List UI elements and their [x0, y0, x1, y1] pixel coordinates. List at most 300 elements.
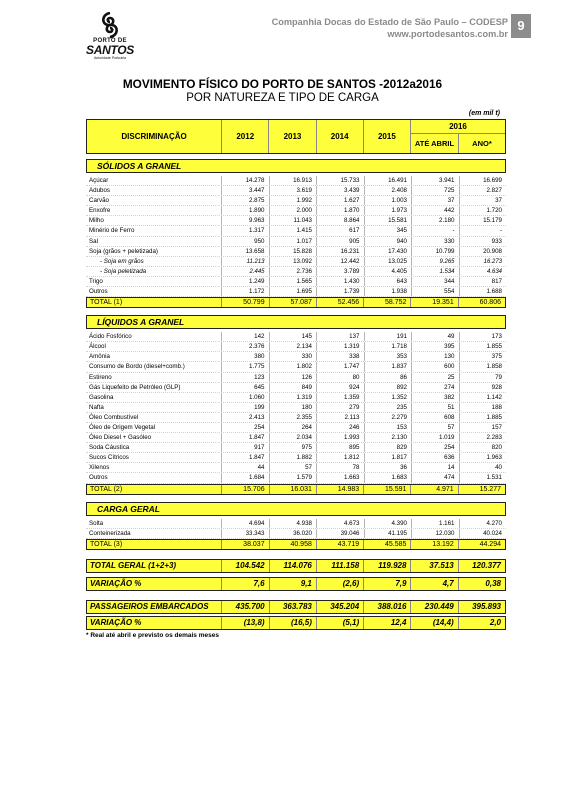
row-label: Sucos Cítricos [89, 454, 129, 462]
row-value: 246 [316, 423, 364, 432]
col-year: 2013 [268, 120, 315, 153]
row-label: Adubos [89, 187, 110, 195]
table-header [86, 119, 506, 154]
row-value: 2.000 [269, 206, 317, 215]
row-value: 2.130 [364, 433, 412, 442]
row-value: 15.733 [316, 176, 364, 185]
table-row [86, 206, 506, 216]
row-value: 2.180 [411, 216, 459, 225]
col-year: 2015 [363, 120, 410, 153]
row-value: 79 [459, 373, 507, 382]
row-label: Gasolina [89, 393, 114, 401]
row-value: 173 [459, 332, 507, 341]
row-value: 15.277 [458, 485, 505, 494]
cargo-table [86, 119, 506, 639]
total-geral-row [86, 559, 506, 573]
row-value: 1.858 [459, 362, 507, 371]
section-title: LÍQUIDOS A GRANEL [86, 315, 506, 329]
row-value: 264 [269, 423, 317, 432]
variacao-row [86, 577, 506, 591]
row-value: 13.092 [269, 257, 317, 266]
row-value: 353 [364, 352, 412, 361]
row-value: 2.283 [459, 433, 507, 442]
row-value: 123 [221, 373, 269, 382]
row-value: 40 [459, 463, 507, 472]
row-value: 1.352 [364, 393, 412, 402]
row-label: Soda Cáustica [89, 444, 130, 452]
row-value: 1.890 [221, 206, 269, 215]
col-ano: ANO* [458, 134, 505, 153]
page-number: 9 [511, 14, 531, 38]
row-value: 52.456 [316, 298, 363, 307]
row-value: 78 [316, 463, 364, 472]
section-total-row [86, 484, 506, 495]
section-rows [86, 332, 506, 483]
row-value: 279 [316, 403, 364, 412]
row-label: Estireno [89, 373, 112, 381]
row-value: 1.775 [221, 362, 269, 371]
row-value: 2.279 [364, 413, 412, 422]
row-value: 1.142 [459, 393, 507, 402]
row-value: 20.908 [459, 247, 507, 256]
row-value: 1.060 [221, 393, 269, 402]
row-label: PASSAGEIROS EMBARCADOS [90, 601, 209, 611]
row-value: 180 [269, 403, 317, 412]
table-row [86, 529, 506, 539]
table-row [86, 267, 506, 277]
row-value: 1.688 [459, 287, 507, 296]
table-row [86, 443, 506, 453]
row-label: Óleo Combustível [89, 413, 139, 421]
row-value: 57 [411, 423, 459, 432]
row-value: 643 [364, 277, 412, 286]
row-value: 157 [459, 423, 507, 432]
row-value: 2.408 [364, 186, 412, 195]
row-value: 16.491 [364, 176, 412, 185]
row-value: 43.719 [316, 540, 363, 549]
row-value: - [411, 226, 459, 235]
row-label: Sal [89, 237, 98, 245]
row-value: 4,7 [410, 578, 457, 590]
table-row [86, 463, 506, 473]
row-value: 905 [316, 237, 364, 246]
section-title: SÓLIDOS A GRANEL [86, 159, 506, 173]
row-value: 50.799 [221, 298, 268, 307]
table-row [86, 332, 506, 342]
row-label: Álcool [89, 343, 106, 351]
row-value: (16,5) [269, 617, 316, 629]
row-value: 188 [459, 403, 507, 412]
row-value: 820 [459, 443, 507, 452]
row-value: 1.579 [269, 473, 317, 482]
row-label: Gás Liquefeito de Petróleo (GLP) [89, 383, 181, 391]
row-value: 1.003 [364, 196, 412, 205]
row-value: 37 [459, 196, 507, 205]
row-value: 15.591 [363, 485, 410, 494]
col-discriminacao: DISCRIMINAÇÃO [121, 132, 187, 141]
logo-line1: PORTO DE [93, 38, 127, 44]
row-value: 40.958 [269, 540, 316, 549]
table-row [86, 403, 506, 413]
row-value: 1.817 [364, 453, 412, 462]
row-value: 380 [221, 352, 269, 361]
table-row [86, 423, 506, 433]
variacao-passageiros-row [86, 616, 506, 630]
row-value: 14.983 [316, 485, 363, 494]
row-value: 12.030 [411, 529, 459, 538]
row-value: 41.195 [364, 529, 412, 538]
col-year: 2012 [221, 120, 268, 153]
row-value: 1.963 [459, 453, 507, 462]
row-value: 829 [364, 443, 412, 452]
row-value: 137 [316, 332, 364, 341]
section-total-row [86, 539, 506, 550]
row-value: 940 [364, 237, 412, 246]
row-value: 142 [221, 332, 269, 341]
table-row [86, 257, 506, 267]
table-row [86, 362, 506, 372]
row-value: 1.812 [316, 453, 364, 462]
row-value: 16.273 [459, 257, 507, 266]
row-value: 12,4 [363, 617, 410, 629]
row-value: 2.113 [316, 413, 364, 422]
row-value: 230.449 [410, 601, 457, 613]
row-value: 16.699 [459, 176, 507, 185]
row-value: 2.376 [221, 342, 269, 351]
company-name: Companhia Docas do Estado de São Paulo – CODESP [271, 17, 508, 27]
row-value: 1.161 [411, 519, 459, 528]
row-value: 895 [316, 443, 364, 452]
row-value: 1.847 [221, 453, 269, 462]
row-value: 1.739 [316, 287, 364, 296]
row-value: 13.192 [410, 540, 457, 549]
row-value: (14,4) [410, 617, 457, 629]
row-value: 58.752 [363, 298, 410, 307]
row-value: 0,38 [458, 578, 505, 590]
row-value: 4.694 [221, 519, 269, 528]
section-total-row [86, 297, 506, 308]
row-label: Outros [89, 474, 108, 482]
row-value: 13.025 [364, 257, 412, 266]
row-value: 37.513 [410, 560, 457, 572]
row-label: TOTAL (2) [90, 485, 123, 493]
logo-line3: Autoridade Portuária [93, 56, 127, 60]
website: www.portodesantos.com.br [387, 29, 508, 39]
row-value: 1.747 [316, 362, 364, 371]
row-value: 645 [221, 383, 269, 392]
row-value: 1.973 [364, 206, 412, 215]
row-value: 1.627 [316, 196, 364, 205]
row-label: Carvão [89, 197, 109, 205]
row-value: 15.706 [221, 485, 268, 494]
table-row [86, 352, 506, 362]
row-label: Açúcar [89, 177, 109, 184]
row-value: 849 [269, 383, 317, 392]
table-row [86, 342, 506, 352]
row-value: 4.390 [364, 519, 412, 528]
row-label: Soja (grãos + peletizada) [89, 247, 158, 255]
col-2016-group [410, 120, 505, 153]
row-value: 1.531 [459, 473, 507, 482]
row-label: Nafta [89, 403, 104, 411]
row-value: 395 [411, 342, 459, 351]
row-value: 395.893 [458, 601, 505, 613]
row-value: 928 [459, 383, 507, 392]
row-value: 4.673 [316, 519, 364, 528]
row-value: 4.405 [364, 267, 412, 276]
porto-de-santos-logo [82, 12, 138, 58]
row-value: 1.885 [459, 413, 507, 422]
row-value: 44 [221, 463, 269, 472]
row-value: 1.683 [364, 473, 412, 482]
row-value: 114.076 [269, 560, 316, 572]
row-value: 2.445 [221, 267, 269, 276]
row-value: 1.993 [316, 433, 364, 442]
row-value: 254 [221, 423, 269, 432]
row-value: 2.413 [221, 413, 269, 422]
row-value: 1.882 [269, 453, 317, 462]
row-value: 40.024 [459, 529, 507, 538]
row-value: 2.875 [221, 196, 269, 205]
row-value: 14.278 [221, 176, 269, 185]
row-value: 254 [411, 443, 459, 452]
unit-note: (em mil t) [468, 110, 500, 117]
row-value: 36.020 [269, 529, 317, 538]
table-row [86, 413, 506, 423]
table-row [86, 237, 506, 247]
row-value: 725 [411, 186, 459, 195]
row-label: VARIAÇÃO % [90, 578, 142, 588]
row-label: - Soja peletizada [100, 267, 147, 275]
table-row [86, 473, 506, 483]
row-value: 1.855 [459, 342, 507, 351]
row-value: 1.534 [411, 267, 459, 276]
row-value: 80 [316, 373, 364, 382]
row-value: 9.963 [221, 216, 269, 225]
row-value: 2.736 [269, 267, 317, 276]
col-year: 2014 [316, 120, 363, 153]
row-value: 119.928 [363, 560, 410, 572]
row-value: 1.802 [269, 362, 317, 371]
page-subtitle: POR NATUREZA E TIPO DE CARGA [186, 92, 379, 104]
row-value: 1.019 [411, 433, 459, 442]
row-label: Enxofre [89, 207, 111, 215]
row-value: 9,1 [269, 578, 316, 590]
table-row [86, 226, 506, 236]
col-ate-abril: ATÉ ABRIL [414, 139, 455, 148]
row-value: 14 [411, 463, 459, 472]
row-value: 1.684 [221, 473, 269, 482]
row-value: 345 [364, 226, 412, 235]
page-title: MOVIMENTO FÍSICO DO PORTO DE SANTOS -2012a2016 [122, 77, 443, 91]
table-row [86, 247, 506, 257]
row-value: 16.031 [269, 485, 316, 494]
row-value: 8.864 [316, 216, 364, 225]
row-value: 608 [411, 413, 459, 422]
row-value: 1.663 [316, 473, 364, 482]
row-value: 235 [364, 403, 412, 412]
row-value: 7,6 [221, 578, 268, 590]
row-value: 933 [459, 237, 507, 246]
row-value: 25 [411, 373, 459, 382]
row-value: 950 [221, 237, 269, 246]
row-value: 104.542 [221, 560, 268, 572]
row-value: 892 [364, 383, 412, 392]
row-value: 2.134 [269, 342, 317, 351]
row-label: TOTAL GERAL (1+2+3) [90, 560, 177, 570]
row-value: 363.783 [269, 601, 316, 613]
row-value: 917 [221, 443, 269, 452]
row-value: 120.377 [458, 560, 505, 572]
section-rows [86, 519, 506, 539]
row-value: 388.016 [363, 601, 410, 613]
row-label: Consumo de Bordo (diesel+comb.) [89, 363, 185, 371]
table-row [86, 277, 506, 287]
row-value: 1.249 [221, 277, 269, 286]
row-value: 57 [269, 463, 317, 472]
row-value: 33.343 [221, 529, 269, 538]
passageiros-row [86, 600, 506, 614]
row-value: 11.213 [221, 257, 269, 266]
row-value: 37 [411, 196, 459, 205]
table-row [86, 186, 506, 196]
row-value: 1.992 [269, 196, 317, 205]
row-value: 344 [411, 277, 459, 286]
row-value: 4.634 [459, 267, 507, 276]
row-label: Óleo de Origem Vegetal [89, 423, 156, 431]
row-value: 7,9 [363, 578, 410, 590]
row-value: 1.319 [316, 342, 364, 351]
table-row [86, 433, 506, 443]
row-value: 1.017 [269, 237, 317, 246]
row-value: 45.585 [363, 540, 410, 549]
footnote: * Real até abril e previsto os demais meses [86, 631, 219, 639]
row-value: 44.294 [458, 540, 505, 549]
row-value: 330 [411, 237, 459, 246]
row-value: 1.720 [459, 206, 507, 215]
row-value: 617 [316, 226, 364, 235]
row-value: 38.037 [221, 540, 268, 549]
row-value: 13.658 [221, 247, 269, 256]
row-value: 15.581 [364, 216, 412, 225]
row-value: 474 [411, 473, 459, 482]
row-value: 39.046 [316, 529, 364, 538]
row-value: 924 [316, 383, 364, 392]
row-value: 15.828 [269, 247, 317, 256]
row-value: 975 [269, 443, 317, 452]
row-value: 9.265 [411, 257, 459, 266]
row-value: 442 [411, 206, 459, 215]
row-value: 51 [411, 403, 459, 412]
row-value: 3.619 [269, 186, 317, 195]
row-label: Outros [89, 288, 108, 296]
row-label: TOTAL (3) [90, 540, 123, 548]
row-label: TOTAL (1) [90, 299, 123, 307]
row-value: 817 [459, 277, 507, 286]
row-value: 19.351 [410, 298, 457, 307]
table-row [86, 519, 506, 529]
swirl-logo-icon [99, 12, 121, 38]
col-2016: 2016 [411, 120, 505, 134]
row-value: 145 [269, 332, 317, 341]
row-value: 3.447 [221, 186, 269, 195]
row-value: 1.359 [316, 393, 364, 402]
row-value: 86 [364, 373, 412, 382]
row-value: 1.870 [316, 206, 364, 215]
row-value: 3.789 [316, 267, 364, 276]
table-row [86, 287, 506, 297]
row-value: 330 [269, 352, 317, 361]
row-value: 3.439 [316, 186, 364, 195]
row-value: 2.355 [269, 413, 317, 422]
table-row [86, 216, 506, 226]
row-value: 15.179 [459, 216, 507, 225]
row-label: Solta [89, 519, 104, 527]
row-value: 12.442 [316, 257, 364, 266]
row-value: 2.827 [459, 186, 507, 195]
row-value: 600 [411, 362, 459, 371]
row-value: (5,1) [316, 617, 363, 629]
row-label: Ácido Fosfórico [89, 333, 132, 341]
table-row [86, 453, 506, 463]
row-label: Conteinerizada [89, 529, 131, 537]
row-label: VARIAÇÃO % [90, 617, 142, 627]
row-value: 4.270 [459, 519, 507, 528]
row-label: Amônia [89, 353, 110, 361]
row-value: 11.043 [269, 216, 317, 225]
row-value: 36 [364, 463, 412, 472]
section-title: CARGA GERAL [86, 502, 506, 516]
row-value: 57.087 [269, 298, 316, 307]
row-value: 126 [269, 373, 317, 382]
row-value: 1.847 [221, 433, 269, 442]
row-value: 16.913 [269, 176, 317, 185]
row-value: 382 [411, 393, 459, 402]
row-value: 1.317 [221, 226, 269, 235]
row-value: 16.231 [316, 247, 364, 256]
row-value: 2,0 [458, 617, 505, 629]
row-value: 1.718 [364, 342, 412, 351]
row-value: 199 [221, 403, 269, 412]
row-value: 4.938 [269, 519, 317, 528]
row-value: 1.565 [269, 277, 317, 286]
row-value: 636 [411, 453, 459, 462]
row-value: - [459, 226, 507, 235]
row-label: Minério de Ferro [89, 227, 135, 235]
row-value: 1.938 [364, 287, 412, 296]
table-row [86, 373, 506, 383]
row-value: 338 [316, 352, 364, 361]
row-value: 375 [459, 352, 507, 361]
row-value: 111.158 [316, 560, 363, 572]
row-value: 2.034 [269, 433, 317, 442]
row-value: 49 [411, 332, 459, 341]
row-label: Milho [89, 217, 104, 225]
row-label: Xilenos [89, 464, 110, 472]
row-value: 1.837 [364, 362, 412, 371]
row-value: (2,6) [316, 578, 363, 590]
row-label: Trigo [89, 277, 103, 285]
section-rows [86, 176, 506, 297]
row-value: 1.430 [316, 277, 364, 286]
row-value: 4.971 [410, 485, 457, 494]
row-value: 274 [411, 383, 459, 392]
row-value: 1.172 [221, 287, 269, 296]
row-value: 60.806 [458, 298, 505, 307]
row-value: (13,8) [221, 617, 268, 629]
row-value: 191 [364, 332, 412, 341]
row-value: 1.415 [269, 226, 317, 235]
